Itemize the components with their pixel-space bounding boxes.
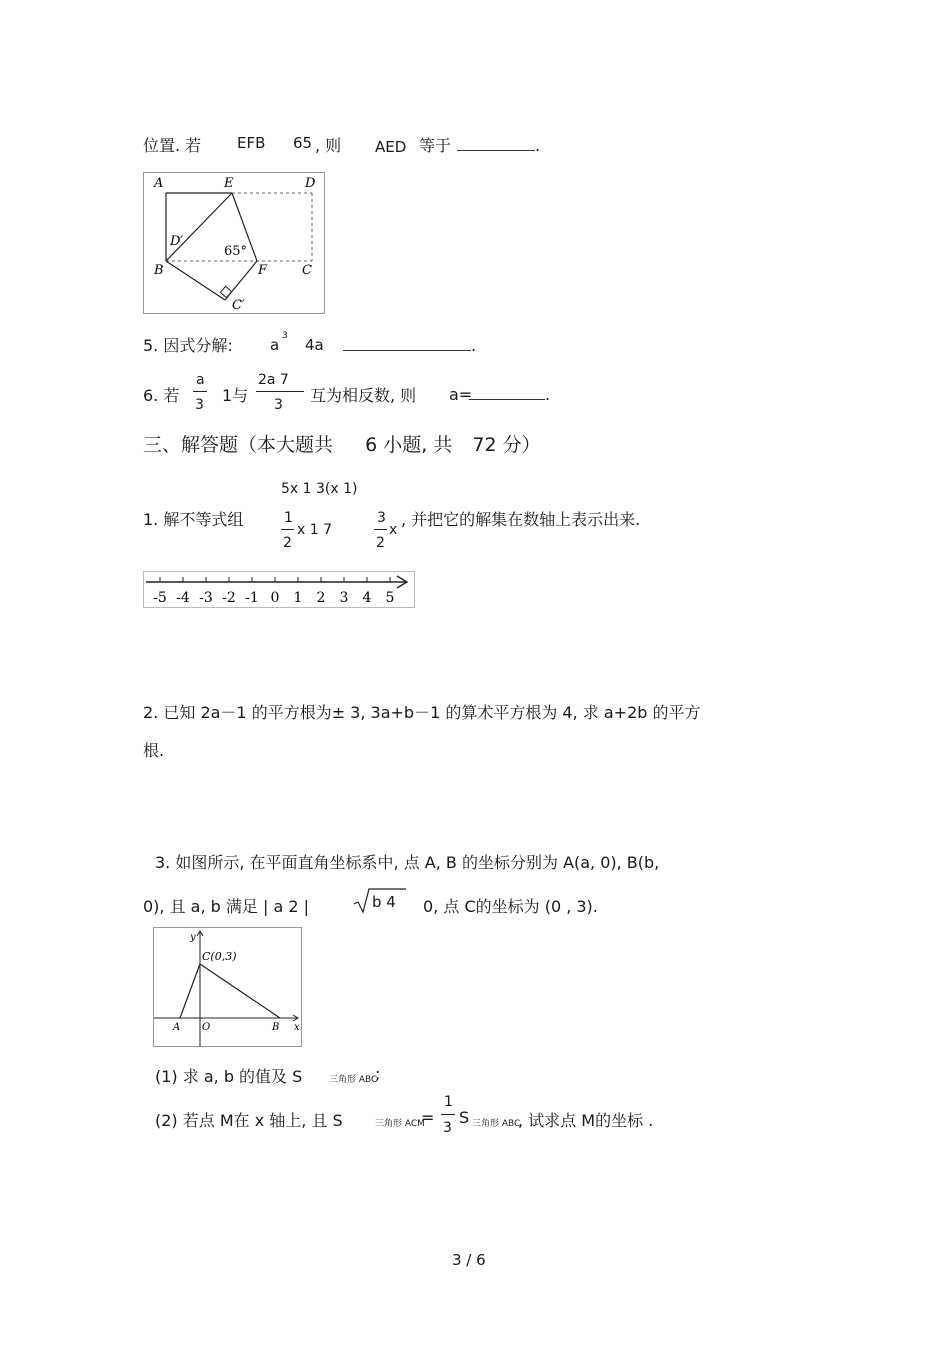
q6-frac1-den: 3 <box>195 397 204 413</box>
p1-tq-bar <box>374 529 387 530</box>
q6-answer-blank <box>469 385 545 400</box>
q4-prefix: 位置. 若 <box>143 136 202 155</box>
number-line-label: 5 <box>385 590 395 606</box>
q4-efb: EFB <box>237 134 266 152</box>
coord-x-label: x <box>294 1022 300 1033</box>
q4-aed: AED <box>375 138 407 156</box>
number-line-label: 2 <box>316 590 326 606</box>
p3-line1: 3. 如图所示, 在平面直角坐标系中, 点 A, B 的坐标分别为 A(a, 0), B(b, <box>155 853 660 872</box>
p3-sub2: (2) 若点 M在 x 轴上, 且 S <box>155 1111 343 1130</box>
q4-end: . <box>535 136 541 155</box>
number-line-label: -4 <box>176 590 190 606</box>
p3-sub2-num: 1 <box>444 1094 453 1110</box>
p1-half-num: 1 <box>284 510 293 526</box>
fold-label-d: D <box>305 176 316 191</box>
coord-y-label: y <box>190 932 196 943</box>
q5-label: 5. 因式分解: <box>143 336 233 355</box>
q6-frac2-bar <box>256 391 304 392</box>
q4-equals: 等于 <box>419 136 452 155</box>
q6-tail: 互为相反数, 则 <box>310 386 417 405</box>
p1-x: x <box>389 522 398 538</box>
number-line-label: 4 <box>362 590 372 606</box>
fold-label-c-prime: C′ <box>232 298 245 313</box>
p1-tq-den: 2 <box>376 535 385 551</box>
p1-tail: , 并把它的解集在数轴上表示出来. <box>401 510 641 529</box>
fold-label-e: E <box>224 176 234 191</box>
fold-figure <box>143 172 325 314</box>
p3-sqrt-content: b 4 <box>372 893 396 911</box>
fold-figure-svg <box>144 173 324 313</box>
q5-term: 4a <box>305 336 324 354</box>
q6-one: 1与 <box>222 386 249 405</box>
number-line-label: -5 <box>153 590 167 606</box>
q5-a: a <box>270 336 280 354</box>
p3-sub1-subscript: 三角形 ABC <box>329 1075 378 1085</box>
section-3-heading <box>143 430 541 457</box>
p3-sub2-end: , 试求点 M的坐标 . <box>518 1111 654 1130</box>
fold-label-d-prime: D′ <box>170 234 184 249</box>
q6-frac1-num: a <box>196 372 205 388</box>
p1-half-bar <box>281 529 294 530</box>
p1-row1: 5x 1 3(x 1) <box>281 481 358 497</box>
q4-answer-blank <box>457 136 535 151</box>
coord-figure-svg <box>154 928 301 1046</box>
fold-label-a: A <box>154 176 164 191</box>
coord-o-label: O <box>202 1022 211 1033</box>
q4-then: , 则 <box>315 136 342 155</box>
p1-tq-num: 3 <box>377 510 386 526</box>
q6-frac2-num: 2a 7 <box>258 372 289 388</box>
page-number: 3 / 6 <box>452 1251 486 1269</box>
fold-label-c: C <box>302 263 312 278</box>
coord-c-label: C(0,3) <box>202 950 237 963</box>
q6-frac1-bar <box>193 391 207 392</box>
section-3-count: 6 小题, 共 <box>365 434 453 456</box>
section-3-title: 三、解答题（本大题共 <box>143 434 334 456</box>
fold-label-angle: 65° <box>224 244 248 259</box>
q6-label: 6. 若 <box>143 386 180 405</box>
p1-label: 1. 解不等式组 <box>143 510 244 529</box>
p3-sub2-subscript1: 三角形 ACM <box>375 1119 425 1129</box>
p3-sub1: (1) 求 a, b 的值及 S <box>155 1067 303 1086</box>
fold-label-f: F <box>258 263 268 278</box>
p2-line1: 2. 已知 2a－1 的平方根为± 3, 3a+b－1 的算术平方根为 4, 求 a+2b 的平方 <box>143 703 701 722</box>
number-line-label: -2 <box>222 590 236 606</box>
q6-a-eq: a= <box>449 385 473 404</box>
p1-half-den: 2 <box>283 535 292 551</box>
p3-sub1-end: ; <box>375 1064 381 1083</box>
q5-end: . <box>471 336 477 355</box>
number-line-svg <box>144 572 414 607</box>
number-line <box>143 571 415 608</box>
coord-b-label: B <box>272 1022 280 1033</box>
p3-line2a: 0), 且 a, b 满足 | a 2 | <box>143 897 310 916</box>
number-line-label: -3 <box>199 590 213 606</box>
coord-figure <box>153 927 302 1047</box>
q4-angle: 65 <box>293 134 313 152</box>
p3-sub2-frac-bar <box>441 1114 455 1115</box>
q4-tail-line <box>143 133 201 156</box>
p3-sub2-den: 3 <box>443 1120 452 1136</box>
fold-label-b: B <box>154 263 164 278</box>
number-line-label: -1 <box>245 590 259 606</box>
q5-answer-blank <box>343 336 471 351</box>
p3-sub2-s: S <box>459 1108 470 1127</box>
p1-mid: x 1 7 <box>297 522 332 538</box>
coord-a-label: A <box>173 1022 181 1033</box>
q5-exponent: 3 <box>282 331 288 341</box>
q6-end: . <box>545 385 551 404</box>
number-line-label: 1 <box>293 590 303 606</box>
number-line-label: 0 <box>270 590 280 606</box>
number-line-label: 3 <box>339 590 349 606</box>
q6-frac2-den: 3 <box>274 397 283 413</box>
p2-line2: 根. <box>143 741 165 760</box>
section-3-score: 72 分） <box>472 434 541 456</box>
p3-sub2-subscript2: 三角形 ABC <box>472 1119 521 1129</box>
p3-sub2-eq: = <box>421 1108 435 1127</box>
p3-line2b: 0, 点 C的坐标为 (0 , 3). <box>423 897 598 916</box>
